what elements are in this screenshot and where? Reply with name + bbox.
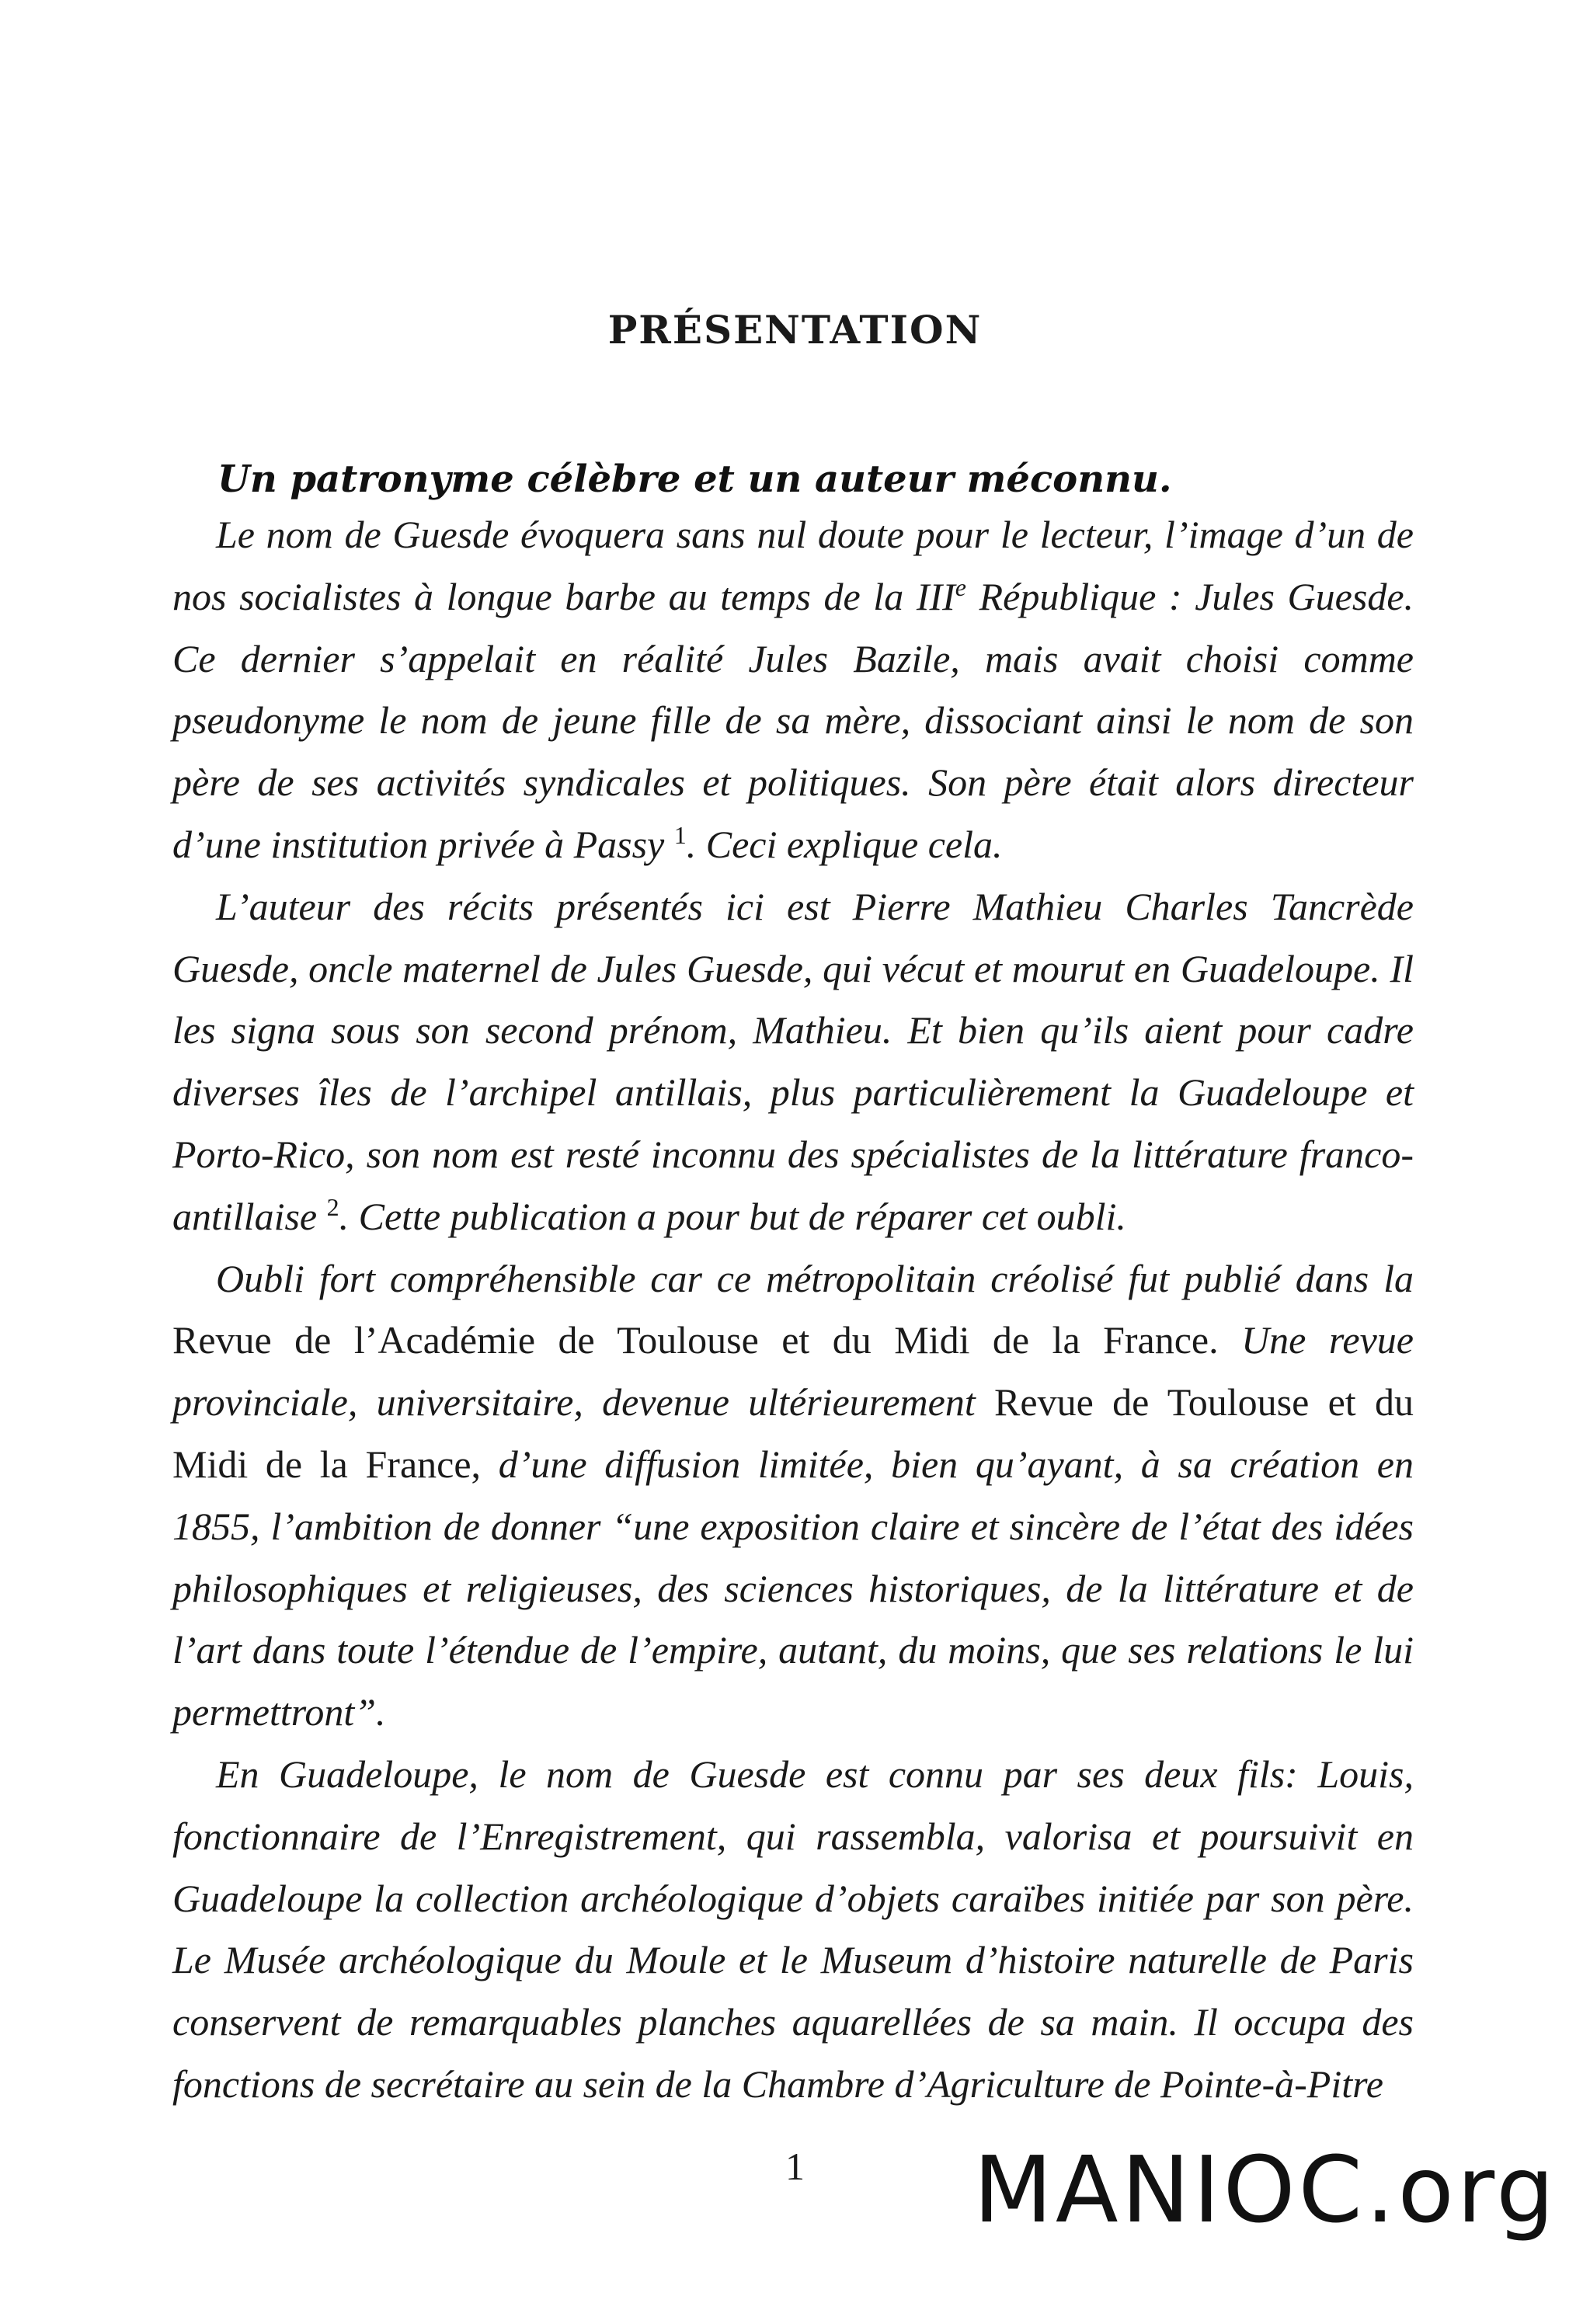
paragraph-1 bbox=[172, 504, 1414, 876]
paragraph-3-text-c: d’une diffusion limitée, bien qu’ayant, à sa création en 1855, l’ambition de donner “une exposition claire et sincère de l’état des idées philosophiques et religieuses, des sciences historiques, de la littérature et de l’art dans toute l’étendue de l’empire, autant, du moins, que ses relations le lui permettront”. bbox=[172, 1442, 1414, 1734]
footnote-ref-2: 2 bbox=[326, 1192, 339, 1221]
footnote-ref-1: 1 bbox=[673, 820, 687, 849]
paragraph-2-text-a: L’auteur des récits présentés ici est Pierre Mathieu Charles Tancrède Guesde, oncle maternel de Jules Guesde, qui vécut et mourut en Guadeloupe. Il les signa sous son second prénom, Mathieu. Et bien qu’ils aient pour cadre diverses îles de l’archipel antillais, plus particulièrement la Guadeloupe et Porto-Rico, son nom est resté inconnu des spécialistes de la littérature franco-antillaise bbox=[172, 884, 1414, 1238]
paragraph-4-text-a: En Guadeloupe, le nom de Guesde est connu par ses deux fils: Louis, fonctionnaire de l’Enregistrement, qui rassembla, valorisa et poursuivit en Guadeloupe la collection archéologique d’objets caraïbes initiée par son père. Le Musée archéologique du Moule et le Museum d’histoire naturelle de Paris conservent de remarquables planches aquarellées de sa main. Il occupa des fonctions de secrétaire au sein de la Chambre d’Agriculture de Pointe-à-Pitre bbox=[172, 1752, 1414, 2106]
manioc-watermark: MANIOC.org bbox=[973, 2136, 1557, 2243]
section-subtitle: Un patronyme célèbre et un auteur méconnu. bbox=[217, 457, 1172, 501]
paragraph-2 bbox=[172, 876, 1414, 1248]
journal-title-2: Revue de Toulouse et du Midi de la France, bbox=[172, 1380, 1414, 1486]
paragraph-1-text-c: . Ceci explique cela. bbox=[686, 822, 1003, 866]
main-text bbox=[172, 454, 1414, 2116]
page-number: 1 bbox=[785, 2145, 805, 2188]
paragraph-2-text-b: . Cette publication a pour but de réparer cet oubli. bbox=[339, 1194, 1126, 1238]
paragraph-3 bbox=[172, 1248, 1414, 1744]
paragraph-4 bbox=[172, 1744, 1414, 2116]
superscript-e: e bbox=[955, 572, 966, 601]
page-title: PRÉSENTATION bbox=[607, 307, 983, 353]
journal-title-1: Revue de l’Académie de Toulouse et du Midi de la France. bbox=[172, 1318, 1219, 1362]
paragraph-3-text-b: Une revue provinciale, universitaire, devenue ultérieurement bbox=[172, 1318, 1414, 1425]
paragraph-3-text-a: Oubli fort compréhensible car ce métropolitain créolisé fut publié dans la bbox=[216, 1256, 1414, 1300]
paragraph-1-text-b: République : Jules Guesde. Ce dernier s’appelait en réalité Jules Bazile, mais avait choisi comme pseudonyme le nom de jeune fille de sa mère, dissociant ainsi le nom de son père de ses activités syndicales et politiques. Son père était alors directeur d’une institution privée à Passy bbox=[172, 574, 1414, 866]
paragraph-1-text-a: Le nom de Guesde évoquera sans nul doute pour le lecteur, l’image d’un de nos socialistes à longue barbe au temps de la III bbox=[172, 513, 1414, 618]
